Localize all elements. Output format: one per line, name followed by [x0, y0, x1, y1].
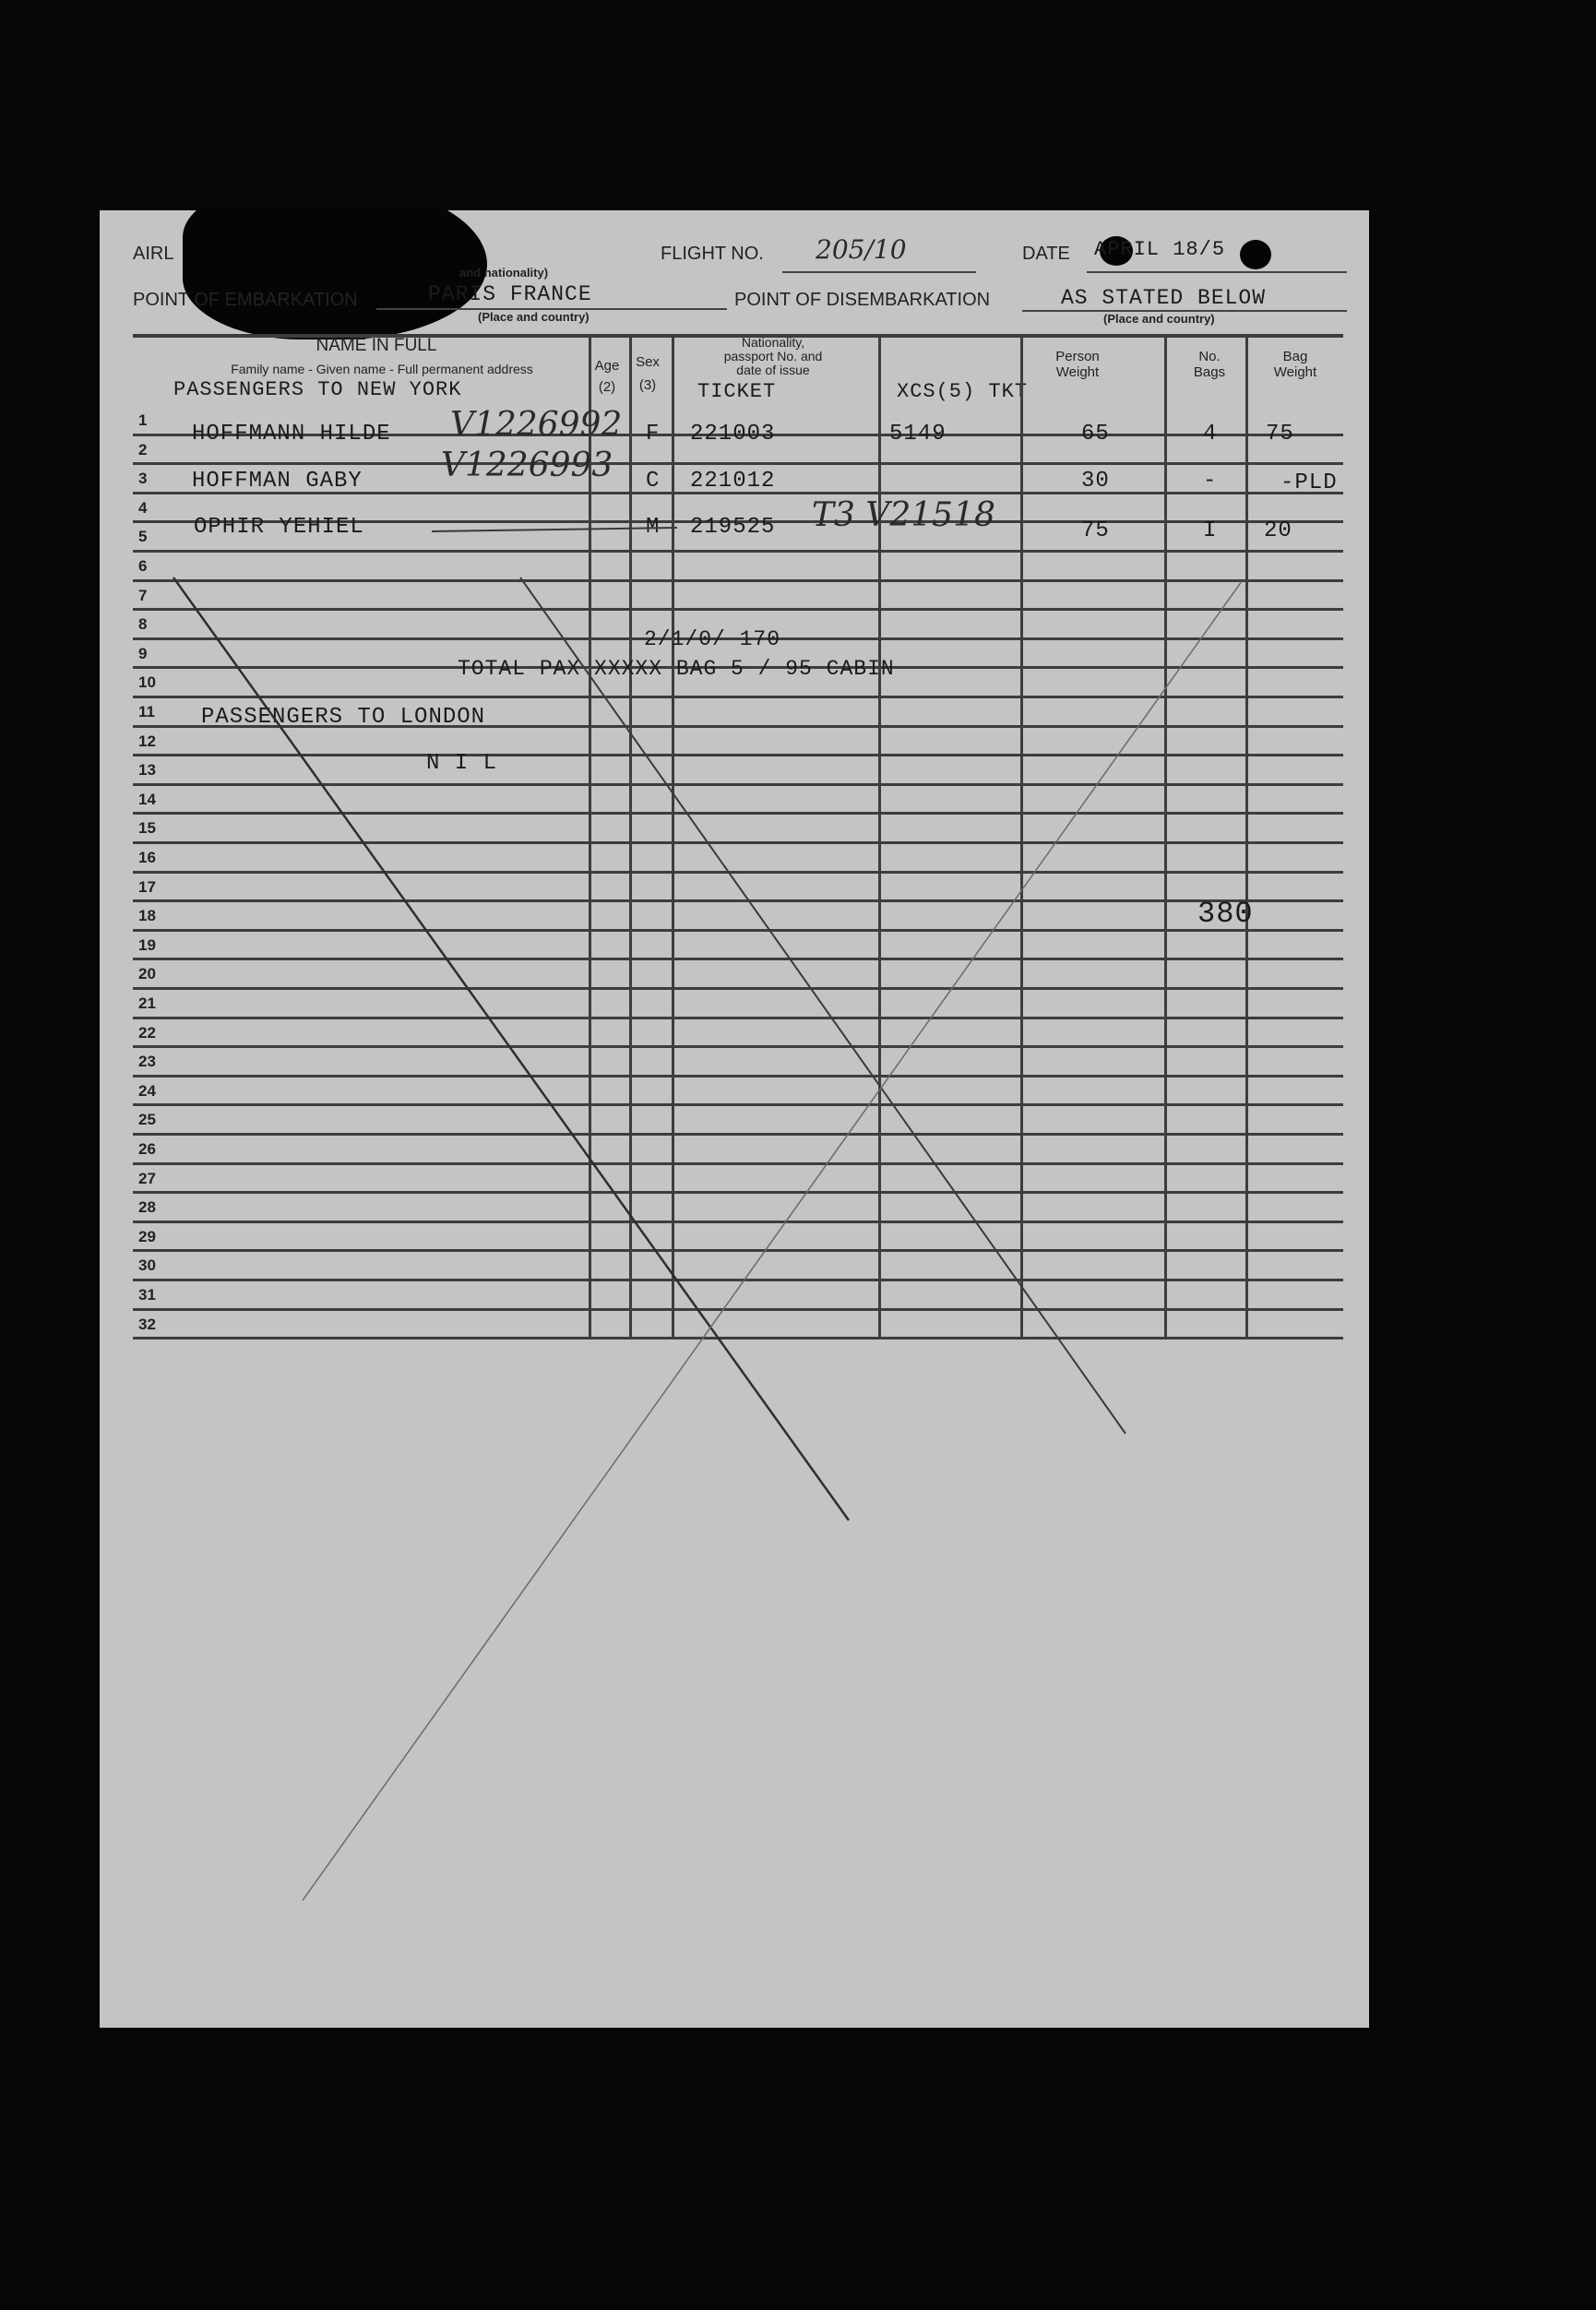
disembark-value: AS STATED BELOW [1061, 286, 1267, 310]
nil-entry: N I L [426, 751, 498, 776]
col-name-title: NAME IN FULL [316, 336, 437, 355]
row-number: 29 [138, 1227, 156, 1245]
passenger-3-ticket: 219525 [690, 515, 776, 540]
row-number: 15 [138, 819, 156, 838]
passenger-3-weight: 75 [1081, 518, 1110, 543]
row-number: 9 [138, 644, 148, 662]
pen-stroke-ophir [432, 528, 677, 531]
row-number: 1 [138, 411, 148, 429]
col-person-weight-1: Person [1055, 349, 1100, 364]
col-age-label: Age [594, 358, 620, 374]
passenger-1-bags: 4 [1203, 422, 1218, 447]
row-number: 12 [138, 732, 156, 750]
nationality-hint: and nationality) [459, 266, 549, 280]
col-no-bags-2: Bags [1193, 364, 1226, 380]
totals-line: TOTAL PAX XXXXX BAG 5 / 95 CABIN [458, 657, 895, 681]
row-number: 7 [138, 586, 148, 604]
pen-stroke-3 [303, 581, 1242, 1900]
section-london: PASSENGERS TO LONDON [201, 705, 486, 730]
row-number: 6 [138, 557, 148, 575]
row-number: 30 [138, 1256, 156, 1275]
col-name-subtitle: Family name - Given name - Full permanent address [231, 362, 533, 376]
col-sex-num: (3) [638, 377, 657, 393]
passenger-2-ticket: 221012 [690, 469, 776, 494]
row-number: 10 [138, 673, 156, 692]
row-number: 16 [138, 849, 156, 866]
col-bag-weight-2: Weight [1273, 364, 1317, 380]
side-total: 380 [1197, 897, 1254, 931]
embark-place-hint: (Place and country) [478, 310, 590, 324]
row-number: 23 [138, 1053, 156, 1071]
passenger-3-bags: I [1203, 518, 1218, 543]
row-number: 28 [138, 1198, 156, 1217]
row-number: 14 [138, 790, 156, 808]
row-number: 5 [138, 528, 148, 546]
col-nationality-2: passport No. and [723, 349, 823, 363]
col-age-num: (2) [598, 379, 616, 395]
passenger-1-ticket: 221003 [690, 422, 776, 447]
row-number: 21 [138, 994, 156, 1012]
col-nationality-3: date of issue [736, 363, 810, 377]
row-number: 31 [138, 1286, 156, 1304]
disembark-place-hint: (Place and country) [1103, 312, 1215, 326]
flight-number: 205/10 [816, 234, 907, 265]
totals-annotation: 2/1/0/ 170 [644, 627, 781, 651]
passenger-1-weight: 65 [1081, 422, 1110, 447]
row-number: 8 [138, 615, 148, 634]
passenger-3-sex: M [646, 515, 661, 540]
row-number: 27 [138, 1169, 156, 1187]
row-number: 4 [138, 498, 148, 517]
col-bag-weight-1: Bag [1282, 349, 1308, 364]
disembark-label: POINT OF DISEMBARKATION [734, 290, 991, 310]
section-new-york: PASSENGERS TO NEW YORK [173, 378, 462, 401]
passenger-2-name: HOFFMAN GABY [192, 469, 363, 494]
passenger-1-bag-weight: 75 [1266, 422, 1294, 447]
passenger-3-xcs: T3 V21518 [812, 496, 995, 534]
row-number: 18 [138, 907, 156, 925]
cancellation-lines [100, 210, 1369, 2028]
ticket-heading: TICKET [697, 380, 777, 403]
col-person-weight-2: Weight [1055, 364, 1100, 380]
passenger-3-name: OPHIR YEHIEL [194, 515, 364, 540]
row-number: 3 [138, 470, 148, 488]
col-nationality-1: Nationality, [741, 335, 805, 350]
date-value: APRIL 18/5 [1094, 238, 1226, 261]
passenger-2-sex: C [646, 469, 661, 494]
passenger-1-passport: V1226992 [450, 406, 623, 444]
flight-label: FLIGHT NO. [661, 244, 764, 264]
row-number: 13 [138, 761, 156, 780]
date-label: DATE [1022, 244, 1070, 264]
row-number: 17 [138, 877, 156, 896]
passenger-2-bags: - [1203, 469, 1218, 494]
col-sex-label: Sex [636, 354, 660, 370]
row-number: 32 [138, 1315, 156, 1333]
row-number: 24 [138, 1081, 156, 1100]
row-number: 2 [138, 440, 148, 458]
manifest-sheet [100, 210, 1369, 2028]
row-number: 22 [138, 1023, 156, 1042]
row-number: 26 [138, 1140, 156, 1158]
row-number: 25 [138, 1111, 156, 1129]
airline-label: AIRL [133, 244, 174, 264]
col-no-bags-1: No. [1198, 349, 1221, 364]
passenger-1-name: HOFFMANN HILDE [192, 422, 391, 447]
passenger-2-bag-weight: -PLD [1280, 470, 1338, 495]
passenger-2-weight: 30 [1081, 469, 1110, 494]
passenger-1-sex: F [646, 422, 661, 447]
passenger-2-passport: V1226993 [441, 447, 613, 484]
embark-value: PARIS FRANCE [428, 282, 592, 306]
pen-stroke-2 [520, 578, 1126, 1434]
embark-label: POINT OF EMBARKATION [133, 290, 358, 310]
pen-stroke-1 [173, 578, 849, 1520]
passenger-1-xcs: 5149 [889, 422, 947, 447]
row-number: 20 [138, 965, 156, 983]
row-number: 19 [138, 935, 156, 954]
passenger-3-bag-weight: 20 [1264, 518, 1292, 543]
row-number: 11 [138, 703, 155, 720]
xcs-ticket-heading: XCS(5) TKT [897, 380, 1029, 403]
